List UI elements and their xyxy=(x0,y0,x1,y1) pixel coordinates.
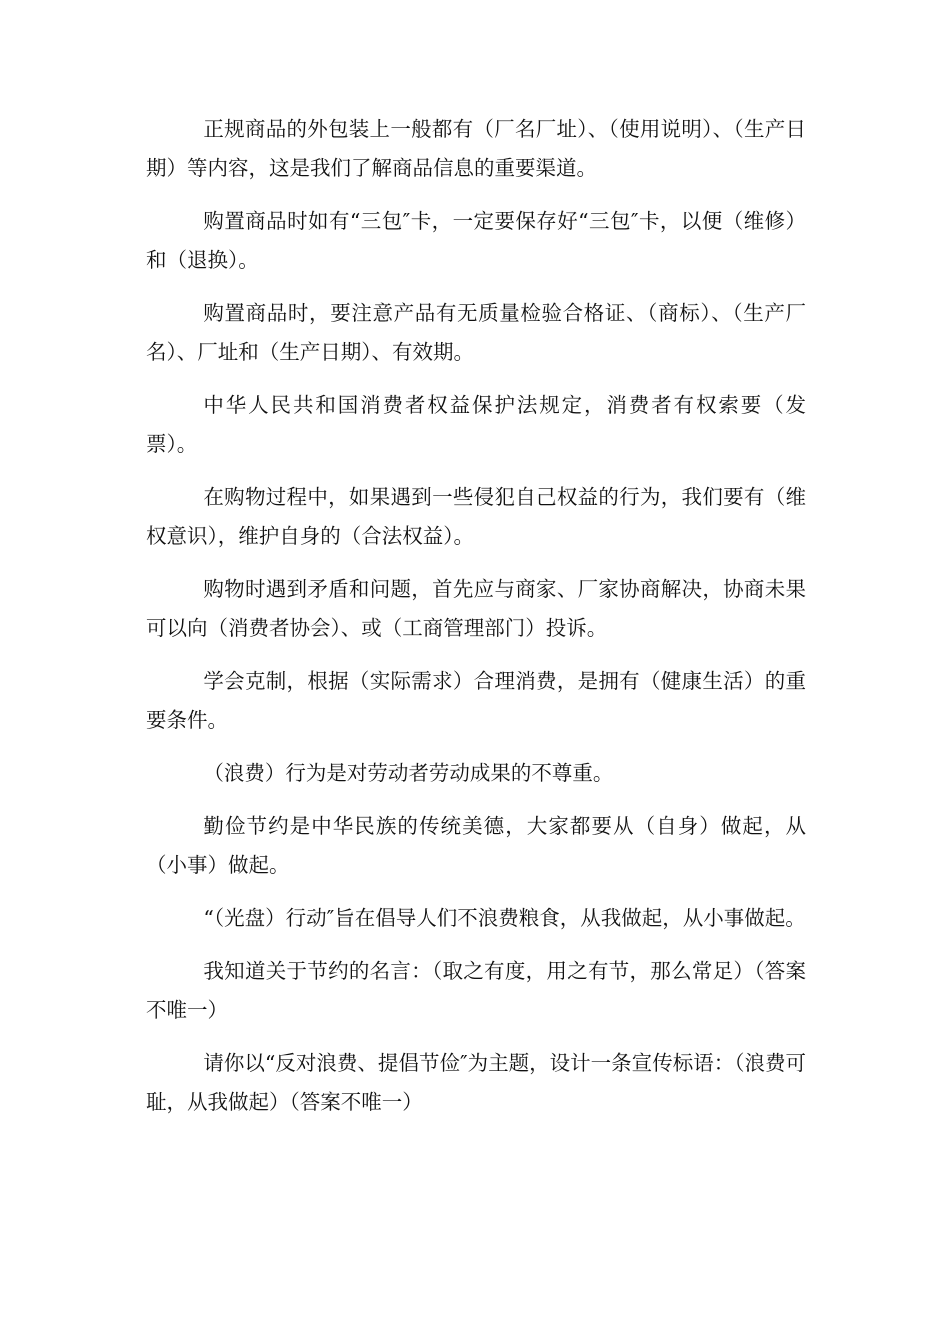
paragraph-8: （浪费）行为是对劳动者劳动成果的不尊重。 xyxy=(203,761,614,785)
paragraph-12: 请你以“反对浪费、提倡节俭″为主题，设计一条宣传标语：（浪费可耻，从我做起）（答案不唯一） xyxy=(146,1051,806,1114)
document-body xyxy=(146,110,806,1136)
paragraph-9: 勤俭节约是中华民族的传统美德，大家都要从（自身）做起，从（小事）做起。 xyxy=(146,814,806,877)
paragraph-5: 在购物过程中，如果遇到一些侵犯自己权益的行为，我们要有（维权意识），维护自身的（合法权益）。 xyxy=(146,485,806,548)
paragraph-1: 正规商品的外包装上一般都有（厂名厂址）、（使用说明）、（生产日期）等内容，这是我们了解商品信息的重要渠道。 xyxy=(146,117,806,180)
paragraph-11: 我知道关于节约的名言：（取之有度，用之有节，那么常足）（答案不唯一） xyxy=(146,959,806,1022)
paragraph-7: 学会克制，根据（实际需求）合理消费，是拥有（健康生活）的重要条件。 xyxy=(146,669,806,732)
paragraph-10: “（光盘）行动″旨在倡导人们不浪费粮食，从我做起，从小事做起。 xyxy=(203,906,806,930)
paragraph-2: 购置商品时如有“三包″卡，一定要保存好“三包″卡，以便（维修）和（退换）。 xyxy=(146,209,806,272)
paragraph-6: 购物时遇到矛盾和问题，首先应与商家、厂家协商解决，协商未果可以向（消费者协会）、或（工商管理部门）投诉。 xyxy=(146,577,806,640)
paragraph-4: 中华人民共和国消费者权益保护法规定，消费者有权索要（发票）。 xyxy=(146,393,806,456)
paragraph-3: 购置商品时，要注意产品有无质量检验合格证、（商标）、（生产厂名）、厂址和（生产日期）、有效期。 xyxy=(146,301,806,364)
